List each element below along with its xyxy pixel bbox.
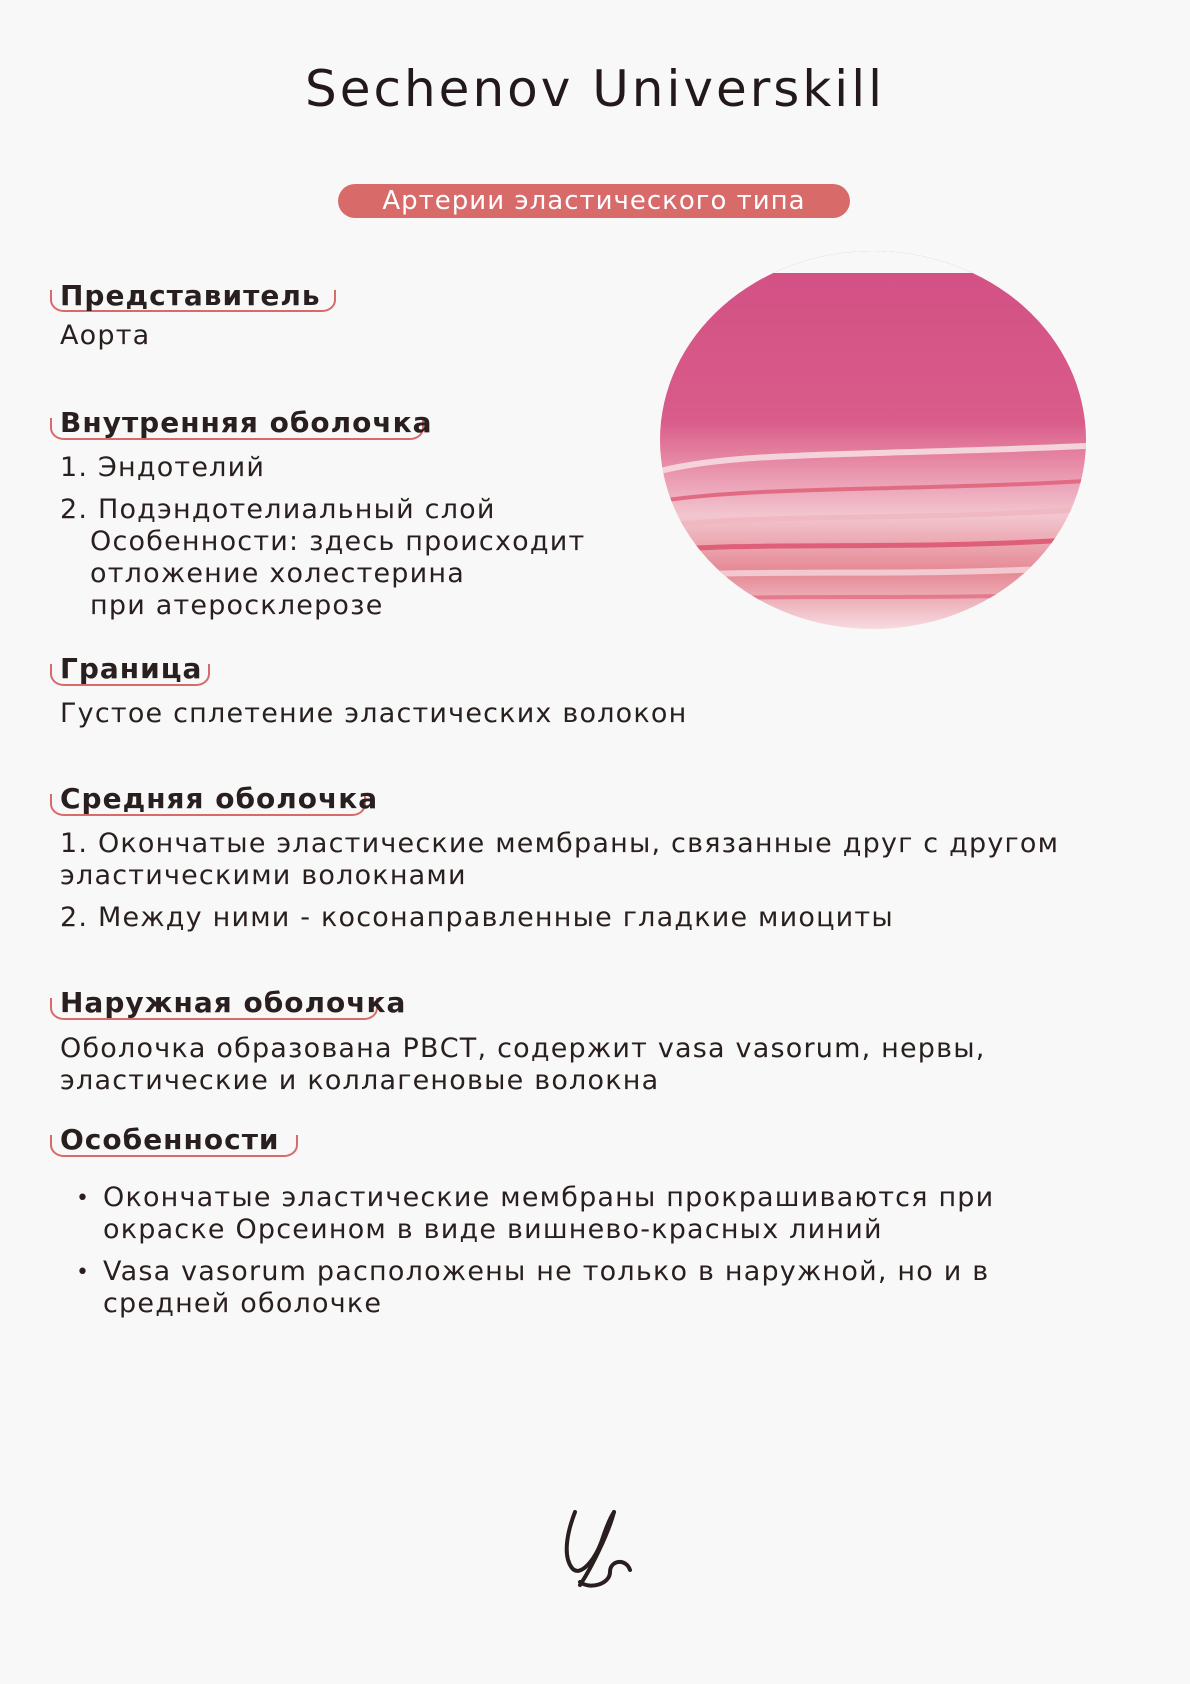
section-heading-border: Граница bbox=[60, 652, 203, 685]
section-heading-features: Особенности bbox=[60, 1123, 280, 1156]
feature-2-line-2: средней оболочке bbox=[103, 1288, 383, 1319]
section-heading-inner: Внутренняя оболочка bbox=[60, 406, 433, 439]
middle-item-1-line-1: 1. Окончатые эластические мембраны, связанные друг с другом bbox=[60, 828, 1060, 859]
inner-note-line-2: отложение холестерина bbox=[90, 558, 465, 589]
outer-line-1: Оболочка образована РВСТ, содержит vasa vasorum, нервы, bbox=[60, 1033, 986, 1064]
topic-badge: Артерии эластического типа bbox=[338, 184, 850, 218]
feature-2-line-1: Vasa vasorum расположены не только в наружной, но и в bbox=[103, 1256, 990, 1287]
middle-item-2: 2. Между ними - косонаправленные гладкие миоциты bbox=[60, 902, 894, 933]
feature-1-line-1: Окончатые эластические мембраны прокрашиваются при bbox=[103, 1182, 995, 1213]
outer-line-2: эластические и коллагеновые волокна bbox=[60, 1065, 660, 1096]
inner-item-2: 2. Подэндотелиальный слой bbox=[60, 494, 496, 525]
feature-1-line-2: окраске Орсеином в виде вишнево-красных линий bbox=[103, 1214, 883, 1245]
representative-text: Аорта bbox=[60, 320, 151, 351]
border-text: Густое сплетение эластических волокон bbox=[60, 698, 688, 729]
inner-note-line-1: Особенности: здесь происходит bbox=[90, 526, 586, 557]
inner-note-line-3: при атеросклерозе bbox=[90, 590, 384, 621]
inner-item-1: 1. Эндотелий bbox=[60, 452, 266, 483]
middle-item-1-line-2: эластическими волокнами bbox=[60, 860, 467, 891]
page-title: Sechenov Universkill bbox=[305, 60, 885, 118]
section-heading-representative: Представитель bbox=[60, 279, 321, 312]
bullet-marker: • bbox=[76, 1260, 89, 1285]
section-heading-outer: Наружная оболочка bbox=[60, 986, 407, 1019]
bullet-marker: • bbox=[76, 1186, 89, 1211]
universkill-logo-icon bbox=[550, 1500, 650, 1600]
section-heading-middle: Средняя оболочка bbox=[60, 782, 379, 815]
histology-image bbox=[660, 251, 1086, 629]
